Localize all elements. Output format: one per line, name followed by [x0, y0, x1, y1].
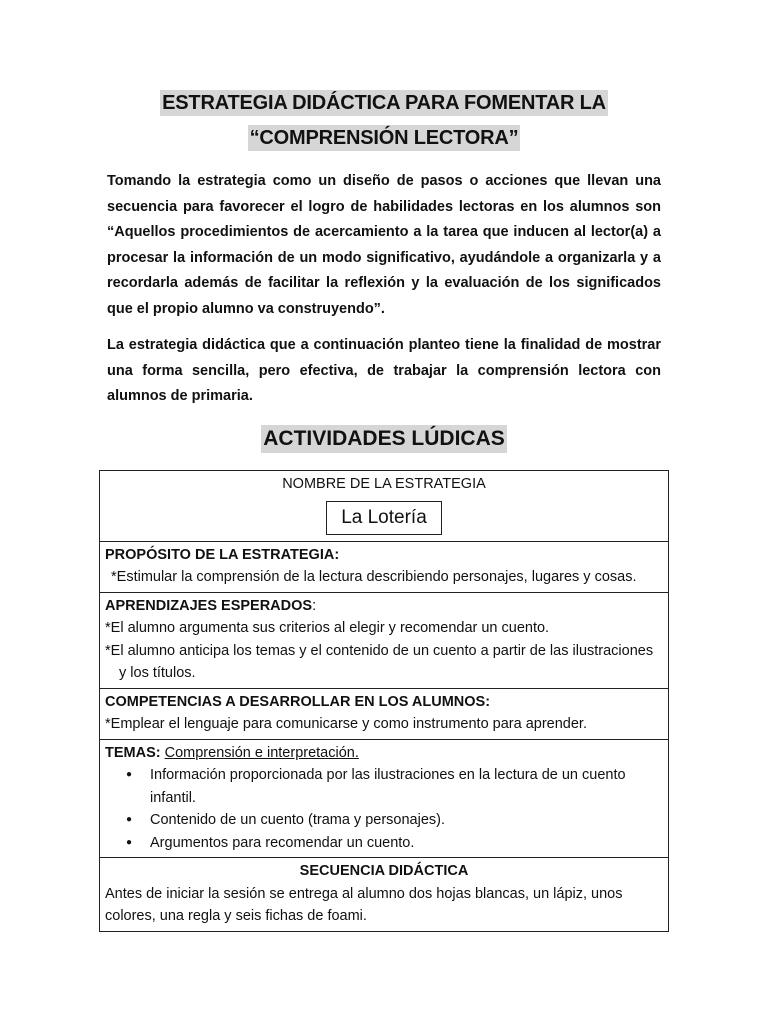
purpose-item: *Estimular la comprensión de la lectura describiendo personajes, lugares y cosas.	[111, 569, 637, 585]
strategy-name-header: NOMBRE DE LA ESTRATEGIA	[282, 476, 486, 492]
themes-value: Comprensión e interpretación.	[164, 744, 359, 761]
section-heading	[0, 425, 768, 453]
themes-list	[105, 764, 663, 854]
title-line-1: ESTRATEGIA DIDÁCTICA PARA FOMENTAR LA	[162, 92, 606, 114]
themes-line	[105, 742, 663, 765]
themes-bullet-1: ● Información proporcionada por las ilustraciones en la lectura de un cuento infantil.	[150, 764, 663, 809]
learning-label-line	[105, 595, 663, 618]
themes-bullet-2: ● Contenido de un cuento (trama y personajes).	[150, 809, 663, 832]
document-title	[0, 90, 768, 160]
intro-paragraph-1: Tomando la estrategia como un diseño de pasos o acciones que llevan una secuencia para favorecer el logro de habilidades lectoras en los alumnos son “Aquellos procedimientos de acercamiento a la tarea que inducen al lector(a) a procesar la información de un modo significativo, ayudándole a organizarla y a recordarla además de facilitar la reflexión y la evaluación de los significados que el propio alumno va construyendo”.	[107, 173, 661, 317]
sequence-header: SECUENCIA DIDÁCTICA	[299, 863, 469, 879]
themes-row	[100, 740, 668, 859]
learning-label-suffix: :	[312, 597, 317, 614]
competencies-item: *Emplear el lenguaje para comunicarse y como instrumento para aprender.	[105, 716, 587, 732]
section-heading-text: ACTIVIDADES LÚDICAS	[261, 425, 507, 453]
strategy-table	[99, 470, 669, 932]
strategy-name-box-wrap	[105, 496, 663, 538]
themes-bullet-3: ● Argumentos para recomendar un cuento.	[150, 832, 663, 855]
learning-item-1: *El alumno argumenta sus criterios al elegir y recomendar un cuento.	[105, 620, 550, 636]
title-line-2: “COMPRENSIÓN LECTORA”	[249, 127, 519, 149]
competencies-label: COMPETENCIAS A DESARROLLAR EN LOS ALUMNOS:	[105, 693, 491, 710]
strategy-name-row	[100, 471, 668, 542]
themes-label: TEMAS:	[105, 744, 161, 761]
intro-paragraph-2: La estrategia didáctica que a continuación planteo tiene la finalidad de mostrar una forma sencilla, pero efectiva, de trabajar la comprensión lectora con alumnos de primaria.	[107, 337, 661, 405]
learning-row	[100, 593, 668, 689]
sequence-row	[100, 858, 668, 931]
learning-label: APRENDIZAJES ESPERADOS	[105, 597, 313, 614]
strategy-name-box: La Lotería	[326, 501, 442, 535]
learning-item-2: *El alumno anticipa los temas y el contenido de un cuento a partir de las ilustraciones y los títulos.	[105, 642, 654, 681]
purpose-row	[100, 542, 668, 593]
purpose-label: PROPÓSITO DE LA ESTRATEGIA:	[105, 546, 340, 563]
competencies-row	[100, 689, 668, 740]
sequence-text: Antes de iniciar la sesión se entrega al alumno dos hojas blancas, un lápiz, unos colores, una regla y seis fichas de foami.	[105, 885, 623, 924]
